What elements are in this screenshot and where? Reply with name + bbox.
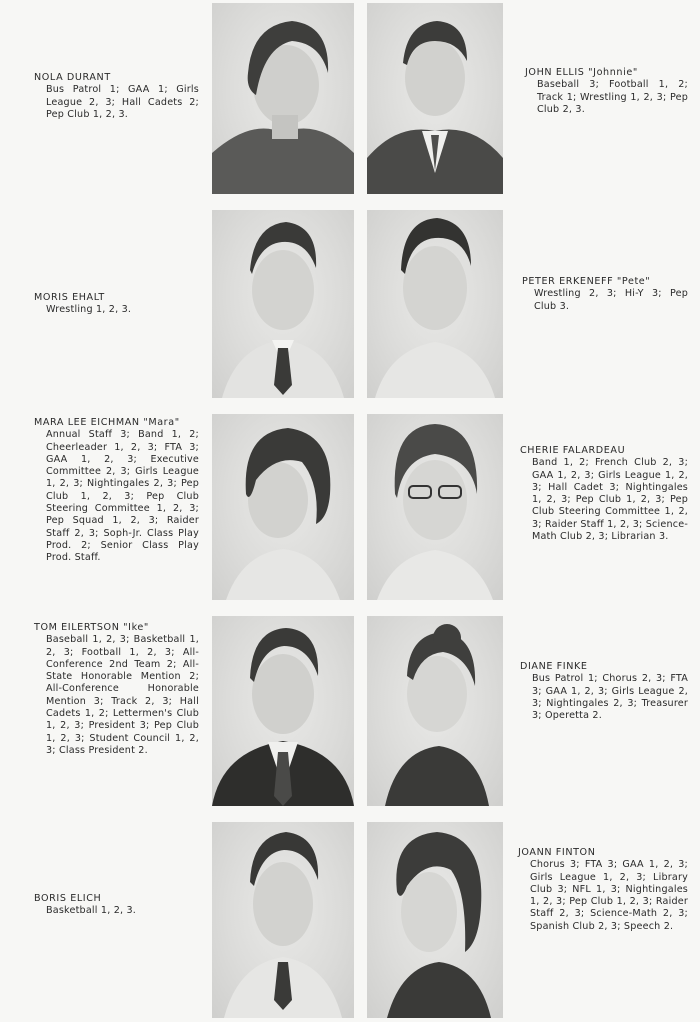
student-name: NOLA DURANT [34,72,111,83]
student-activities: Chorus 3; FTA 3; GAA 1, 2, 3; Girls League 1, 2, 3; Library Club 3; NFL 1, 3; Nightingales 1, 2, 3; Pep Club 1, 2, 3; Raider Staff 2, 3; Science-Math 2, 3; Spanish Club 2, 3; Speech 2. [530,859,688,932]
student-activities: Basketball 1, 2, 3. [46,905,137,917]
student-name: JOANN FINTON [518,847,596,858]
student-portrait-photo [212,414,354,600]
student-portrait-photo [212,3,354,194]
student-activities: Wrestling 1, 2, 3. [46,304,132,316]
student-bio [522,276,688,313]
student-name: MARA LEE EICHMAN "Mara" [34,417,180,428]
student-bio [520,661,688,722]
student-bio [520,445,688,543]
student-portrait-photo [367,210,503,398]
student-name: DIANE FINKE [520,661,588,672]
student-activities: Baseball 3; Football 1, 2; Track 1; Wrestling 1, 2, 3; Pep Club 2, 3. [537,79,688,115]
student-bio [34,622,199,757]
student-bio [34,417,199,565]
student-name: PETER ERKENEFF "Pete" [522,276,651,287]
student-activities: Wrestling 2, 3; Hi-Y 3; Pep Club 3. [534,288,688,312]
student-portrait-photo [367,822,503,1018]
student-name: TOM EILERTSON "Ike" [34,622,149,633]
student-portrait-photo [212,616,354,806]
student-name: CHERIE FALARDEAU [520,445,626,456]
student-name: JOHN ELLIS "Johnnie" [525,67,638,78]
student-activities: Baseball 1, 2, 3; Basketball 1, 2, 3; Football 1, 2, 3; All-Conference 2nd Team 2; All-State Honorable Mention 2; All-Conference Honorable Mention 3; Track 2, 3; Hall Cadets 1, 2; Lettermen's Club 1, 2, 3; President 3; Pep Club 1, 2, 3; Student Council 1, 2, 3; Class President 2. [46,634,199,756]
student-name: BORIS ELICH [34,893,102,904]
student-activities: Bus Patrol 1; GAA 1; Girls League 2, 3; Hall Cadets 2; Pep Club 1, 2, 3. [46,84,199,120]
student-portrait-photo [367,616,503,806]
student-bio [34,893,199,918]
student-portrait-photo [212,210,354,398]
student-bio [518,847,688,933]
student-activities: Bus Patrol 1; Chorus 2, 3; FTA 3; GAA 1, 2, 3; Girls League 2, 3; Nightingales 2, 3; Treasurer 3; Operetta 2. [532,673,688,722]
student-activities: Band 1, 2; French Club 2, 3; GAA 1, 2, 3; Girls League 1, 2, 3; Hall Cadet 3; Nightingales 1, 2, 3; Pep Club 1, 2, 3; Pep Club Steering Committee 1, 2, 3; Raider Staff 1, 2, 3; Science-Math Club 2, 3; Librarian 3. [532,457,688,543]
student-name: MORIS EHALT [34,292,105,303]
student-portrait-photo [367,3,503,194]
student-bio [34,72,199,121]
student-portrait-photo [367,414,503,600]
student-portrait-photo [212,822,354,1018]
student-bio [525,67,688,116]
student-activities: Annual Staff 3; Band 1, 2; Cheerleader 1, 2, 3; FTA 3; GAA 1, 2, 3; Executive Committee 2, 3; Girls League 1, 2, 3; Nightingales 2, 3; Pep Club 1, 2, 3; Pep Club Steering Committee 1, 2, 3; Pep Squad 1, 2, 3; Raider Staff 2, 3; Soph-Jr. Class Play Prod. 2; Senior Class Play Prod. Staff. [46,429,199,564]
student-bio [34,292,199,317]
